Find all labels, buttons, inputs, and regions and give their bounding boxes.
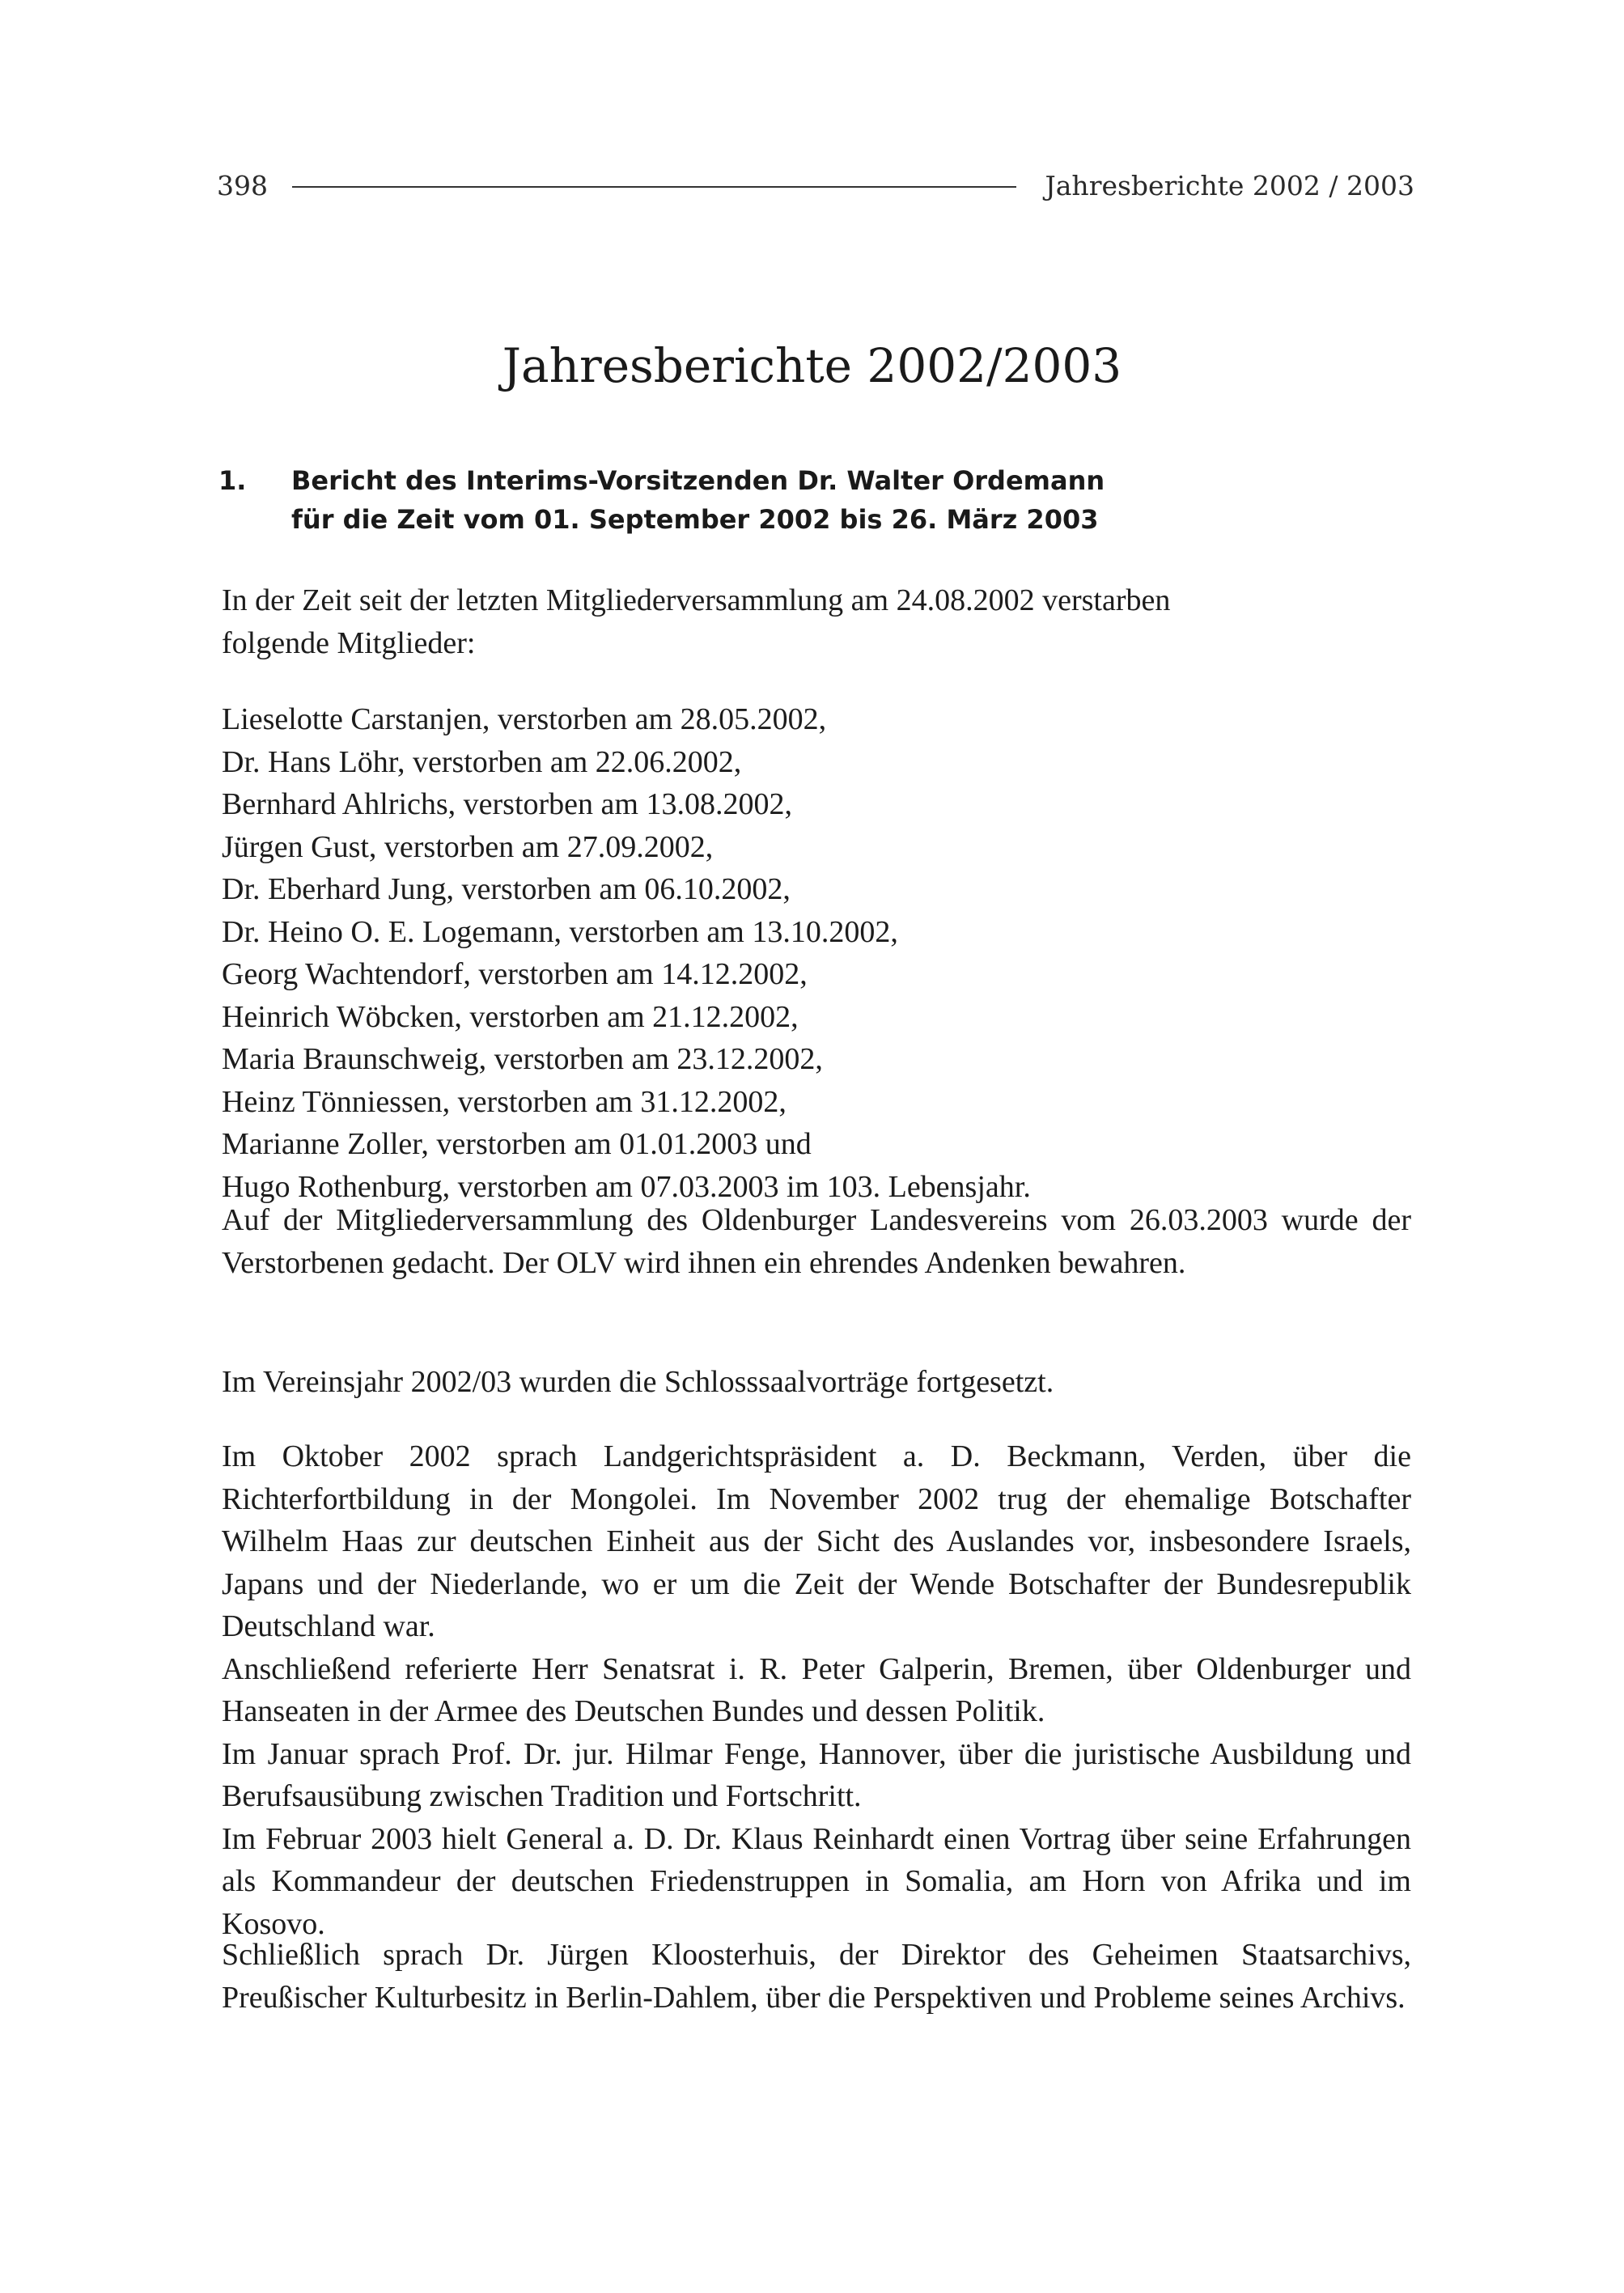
paragraph-memorial	[222, 1199, 1411, 1284]
list-item: Heinz Tönniessen, verstorben am 31.12.2002,	[222, 1084, 787, 1119]
list-item: Georg Wachtendorf, verstorben am 14.12.2002,	[222, 957, 808, 991]
paragraph-text: Im Februar 2003 hielt General a. D. Dr. Klaus Reinhardt einen Vortrag über seine Erfahrungen als Kommandeur der deutschen Friedenstruppen in Somalia, am Horn von Afrika und im Kosovo.	[222, 1821, 1411, 1941]
paragraph-text: Schließlich sprach Dr. Jürgen Kloosterhuis, der Direktor des Geheimen Staatsarchivs, Preußischer Kulturbesitz in Berlin-Dahlem, über die Perspektiven und Probleme seines Archivs.	[222, 1938, 1411, 2015]
section-heading-line-2: für die Zeit vom 01. September 2002 bis 26. März 2003	[291, 504, 1099, 535]
list-item: Bernhard Ahlrichs, verstorben am 13.08.2002,	[222, 787, 792, 821]
running-header	[217, 165, 1414, 206]
paragraph-text: Im Januar sprach Prof. Dr. jur. Hilmar Fenge, Hannover, über die juristische Ausbildung und Berufsausübung zwischen Tradition und Fortschritt.	[222, 1736, 1411, 1813]
paragraph-text: Anschließend referierte Herr Senatsrat i. R. Peter Galperin, Bremen, über Oldenburger und Hanseaten in der Armee des Deutschen Bundes und dessen Politik.	[222, 1651, 1411, 1728]
list-item: Jürgen Gust, verstorben am 27.09.2002,	[222, 829, 714, 864]
list-item: Maria Braunschweig, verstorben am 23.12.2002,	[222, 1042, 823, 1076]
paragraph-lectures-intro	[222, 1361, 1411, 1404]
section-heading	[218, 461, 1432, 539]
list-item: Dr. Heino O. E. Logemann, verstorben am 13.10.2002,	[222, 914, 898, 949]
list-item: Heinrich Wöbcken, verstorben am 21.12.2002,	[222, 999, 799, 1034]
page-number: 398	[217, 169, 268, 201]
paragraph-text: Auf der Mitgliederversammlung des Oldenburger Landesvereins vom 26.03.2003 wurde der Verstorbenen gedacht. Der OLV wird ihnen ein ehrendes Andenken bewahren.	[222, 1203, 1411, 1280]
paragraph-text: Im Vereinsjahr 2002/03 wurden die Schlosssaalvorträge fortgesetzt.	[222, 1365, 1054, 1399]
page-title: Jahresberichte 2002/2003	[502, 338, 1122, 393]
list-item: Hugo Rothenburg, verstorben am 07.03.2003 im 103. Lebensjahr.	[222, 1169, 1031, 1204]
running-title: Jahresberichte 2002 / 2003	[1045, 169, 1414, 201]
list-item: Marianne Zoller, verstorben am 01.01.2003 und	[222, 1127, 812, 1161]
deceased-list	[222, 698, 1411, 1208]
paragraph-final-lecture	[222, 1934, 1411, 2019]
paragraph-lectures	[222, 1435, 1411, 1945]
list-item: Dr. Hans Löhr, verstorben am 22.06.2002,	[222, 744, 742, 779]
paragraph-text: Im Oktober 2002 sprach Landgerichtspräsident a. D. Beckmann, Verden, über die Richterfortbildung in der Mongolei. Im November 2002 trug der ehemalige Botschafter Wilhelm Haas zur deutschen Einheit aus der Sicht des Auslandes vor, insbesondere Israels, Japans und der Niederlande, wo er um die Zeit der Wende Botschafter der Bundesrepublik Deutschland war.	[222, 1439, 1411, 1643]
list-item: Lieselotte Carstanjen, verstorben am 28.05.2002,	[222, 702, 827, 736]
section-heading-line-1: Bericht des Interims-Vorsitzenden Dr. Walter Ordemann	[291, 465, 1105, 496]
intro-line-2: folgende Mitglieder:	[222, 625, 476, 660]
section-number: 1.	[218, 465, 247, 496]
intro-line-1: In der Zeit seit der letzten Mitgliederversammlung am 24.08.2002 verstarben	[222, 583, 1171, 617]
header-rule	[292, 186, 1016, 188]
list-item: Dr. Eberhard Jung, verstorben am 06.10.2002,	[222, 872, 791, 906]
intro-paragraph	[222, 579, 1411, 664]
